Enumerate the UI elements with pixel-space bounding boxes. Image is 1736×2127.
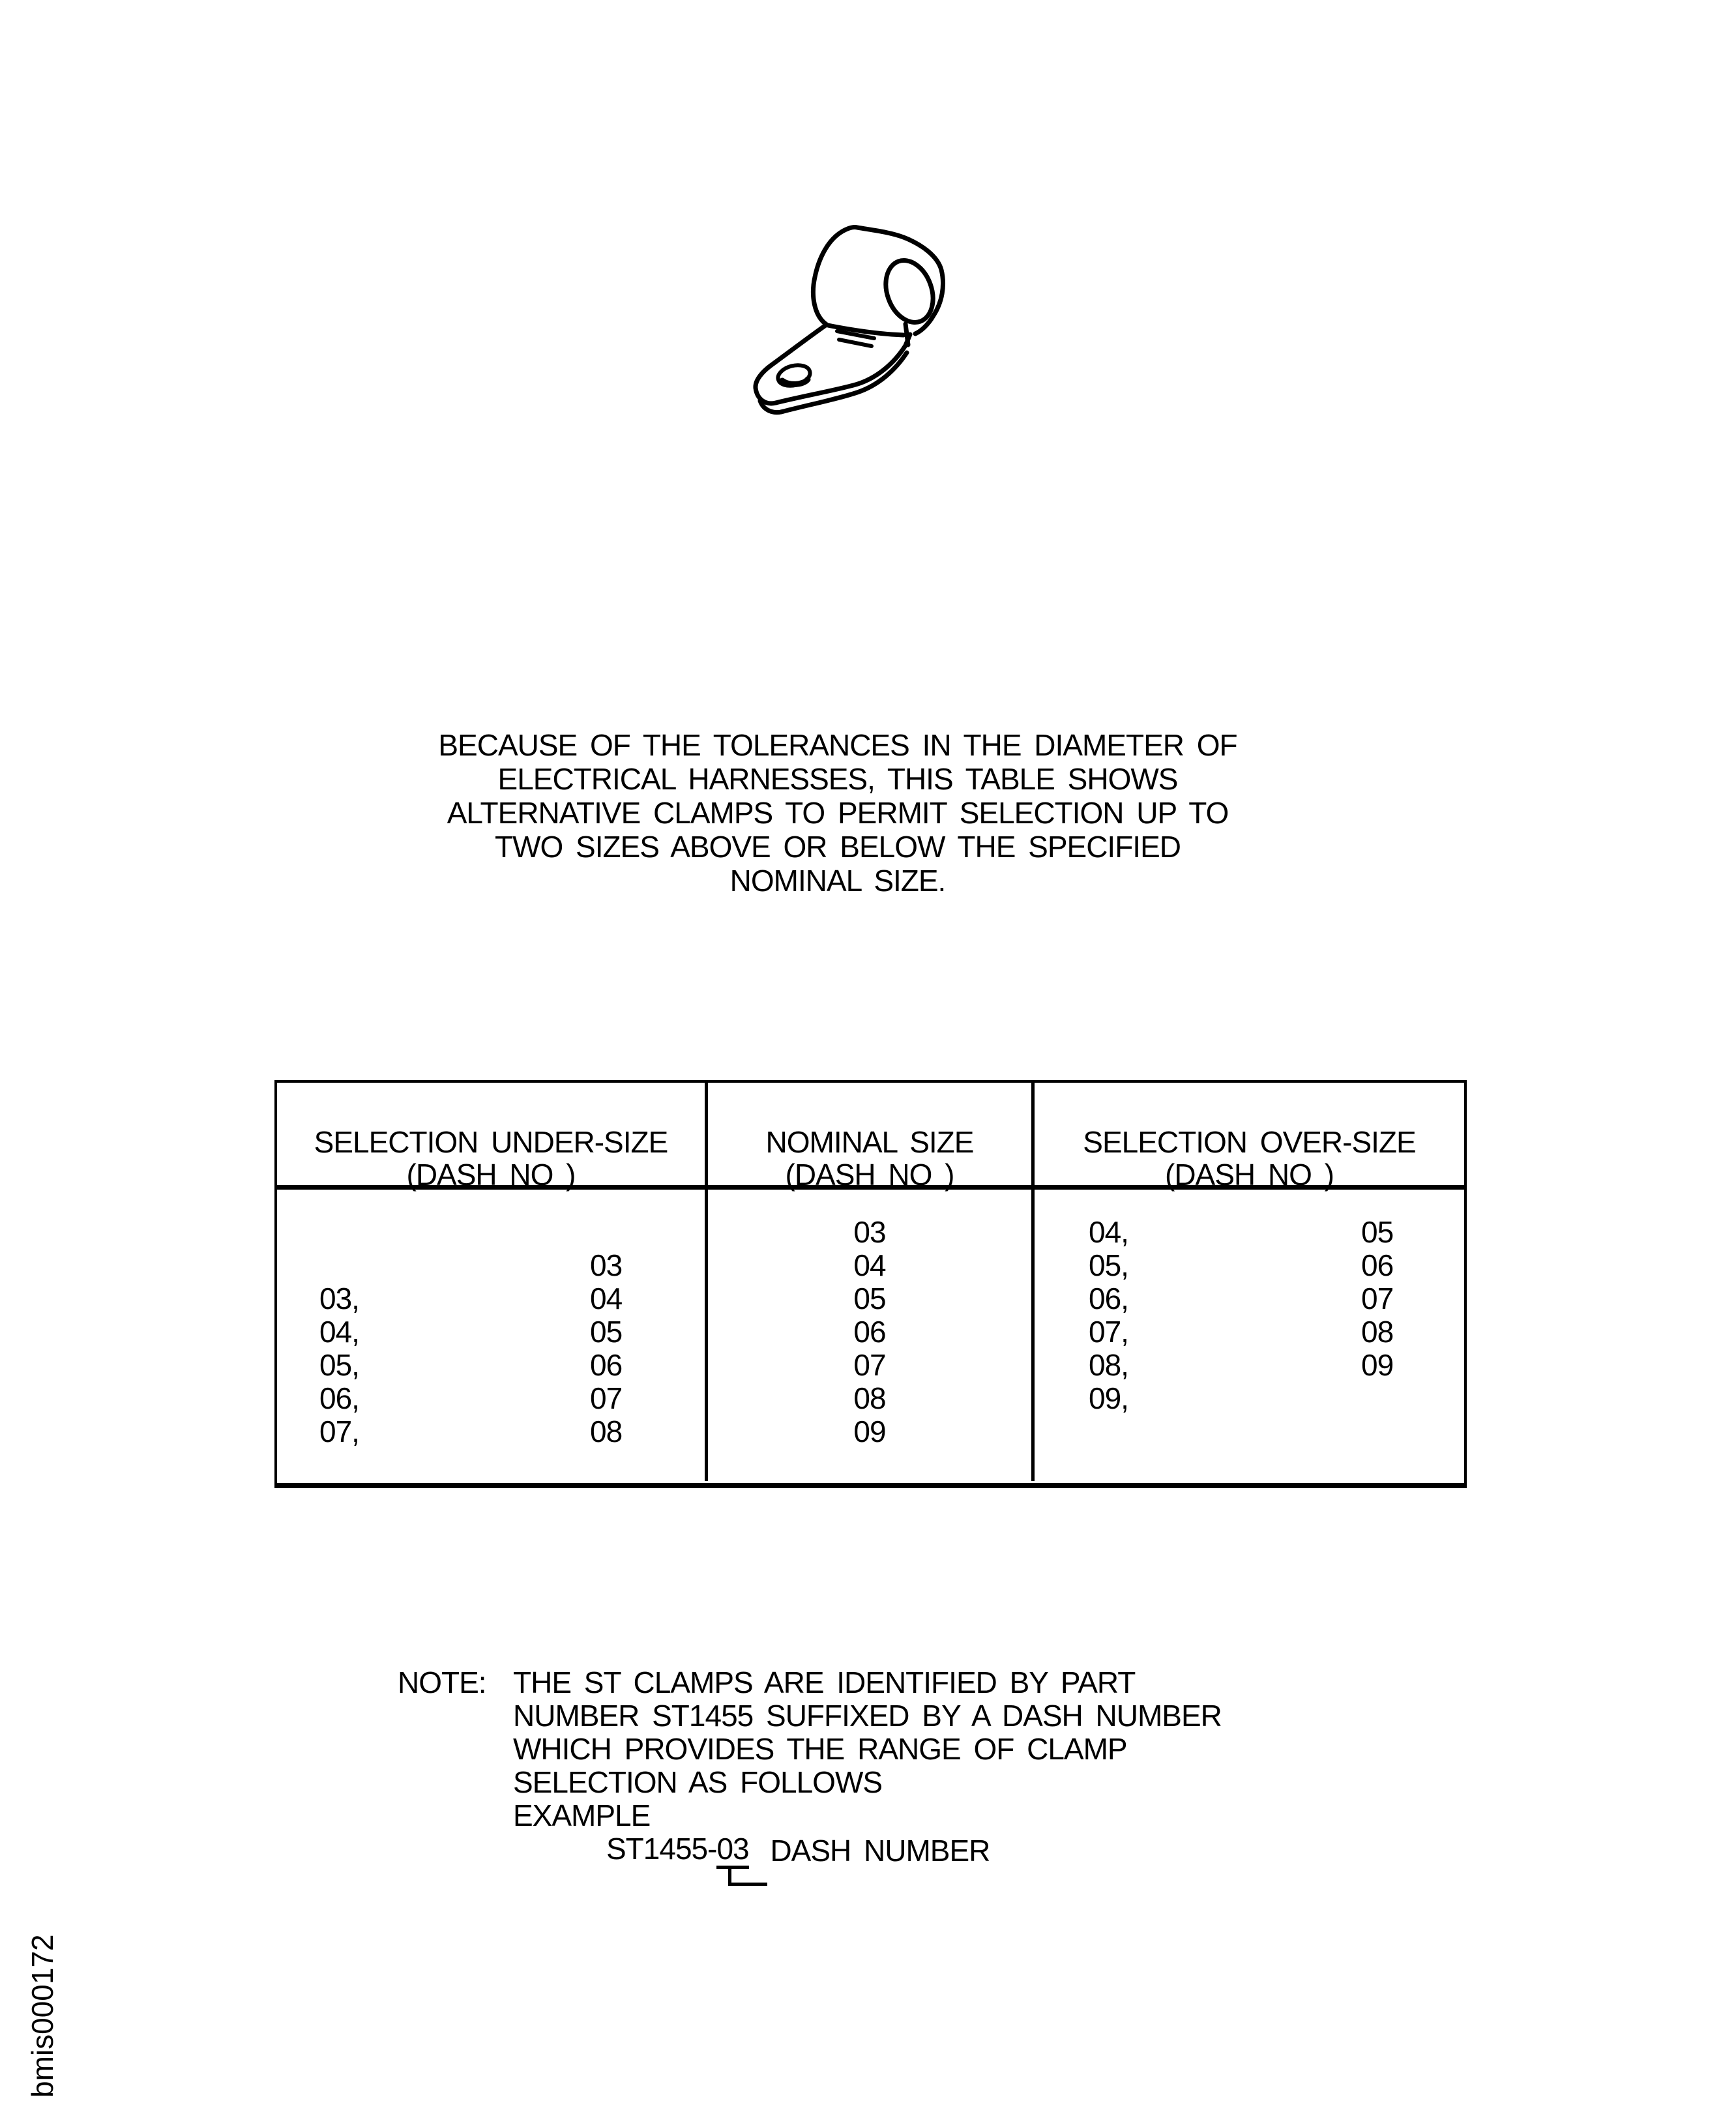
clamp-illustration: [743, 215, 958, 437]
table-row: 08: [853, 1381, 886, 1415]
intro-line: BECAUSE OF THE TOLERANCES IN THE DIAMETER OF: [438, 728, 1237, 762]
clamp-hole-inner-shadow: [782, 379, 808, 384]
clamp-band-outline: [813, 227, 904, 325]
table-row: 07, 08: [1089, 1315, 1394, 1349]
note-line: SELECTION AS FOLLOWS: [513, 1765, 883, 1799]
clamp-selection-table: [274, 1080, 1467, 1488]
table-row: 06, 07: [319, 1381, 623, 1415]
header-under-size-line1: SELECTION UNDER-SIZE: [314, 1125, 668, 1159]
note-body: [513, 1666, 1222, 1869]
clamp-tab-top-edge: [756, 325, 827, 388]
intro-line: NOMINAL SIZE.: [729, 864, 946, 898]
column-over-size: [1035, 1190, 1464, 1481]
intro-line: TWO SIZES ABOVE OR BELOW THE SPECIFIED: [494, 830, 1181, 864]
clamp-crease-2: [839, 340, 872, 346]
intro-paragraph: [303, 728, 1372, 898]
header-over-size: [1035, 1083, 1464, 1192]
header-over-size-line1: SELECTION OVER-SIZE: [1083, 1125, 1416, 1159]
table-row: 08, 09: [1089, 1348, 1394, 1382]
table-row: 06, 07: [1089, 1282, 1394, 1315]
intro-line: ALTERNATIVE CLAMPS TO PERMIT SELECTION UP TO: [447, 796, 1229, 830]
column-nominal-size: [708, 1190, 1035, 1481]
table-row: 05: [853, 1282, 886, 1315]
table-row: 04: [853, 1248, 886, 1282]
note-label: NOTE:: [398, 1665, 486, 1699]
table-row: 05, 06: [319, 1348, 623, 1382]
header-under-size: [277, 1083, 708, 1192]
table-row: [277, 1216, 705, 1249]
header-nominal-size: [708, 1083, 1035, 1192]
part-number-prefix: ST1455-: [606, 1832, 717, 1866]
column-under-size: [277, 1190, 708, 1481]
table-row: 04, 05: [1089, 1215, 1394, 1249]
dash-number-callout-label: DASH NUMBER: [770, 1834, 990, 1868]
part-number-example: [606, 1832, 1222, 1869]
table-row: [1035, 1415, 1464, 1448]
table-row: 06: [853, 1315, 886, 1349]
note-line: NUMBER ST1455 SUFFIXED BY A DASH NUMBER: [513, 1699, 1222, 1733]
table-row: 03: [590, 1248, 623, 1282]
header-nominal-size-line2: (DASH NO ): [785, 1158, 954, 1192]
callout-line: [728, 1866, 767, 1886]
header-over-size-line2: (DASH NO ): [1165, 1158, 1334, 1192]
header-under-size-line2: (DASH NO ): [406, 1158, 576, 1192]
table-row: 03: [853, 1215, 886, 1249]
document-id-label: bmis000172: [25, 1934, 59, 2098]
note-line: WHICH PROVIDES THE RANGE OF CLAMP: [513, 1732, 1127, 1766]
table-row: 09: [853, 1415, 886, 1448]
dash-number-value: 03 DASH NUMBER: [716, 1832, 748, 1869]
table-header-row: [277, 1083, 1464, 1190]
note-line: THE ST CLAMPS ARE IDENTIFIED BY PART: [513, 1665, 1136, 1699]
table-row: 07: [853, 1348, 886, 1382]
table-row: 04, 05: [319, 1315, 623, 1349]
note-line: EXAMPLE: [513, 1798, 651, 1832]
table-row: 07, 08: [319, 1415, 623, 1448]
table-row: 03, 04: [319, 1282, 623, 1315]
header-nominal-size-line1: NOMINAL SIZE: [765, 1125, 974, 1159]
note-block: [398, 1666, 1222, 1869]
intro-line: ELECTRICAL HARNESSES, THIS TABLE SHOWS: [497, 762, 1178, 796]
table-body: [277, 1190, 1464, 1481]
table-row: 09,: [1089, 1381, 1128, 1415]
table-row: 05, 06: [1089, 1248, 1394, 1282]
